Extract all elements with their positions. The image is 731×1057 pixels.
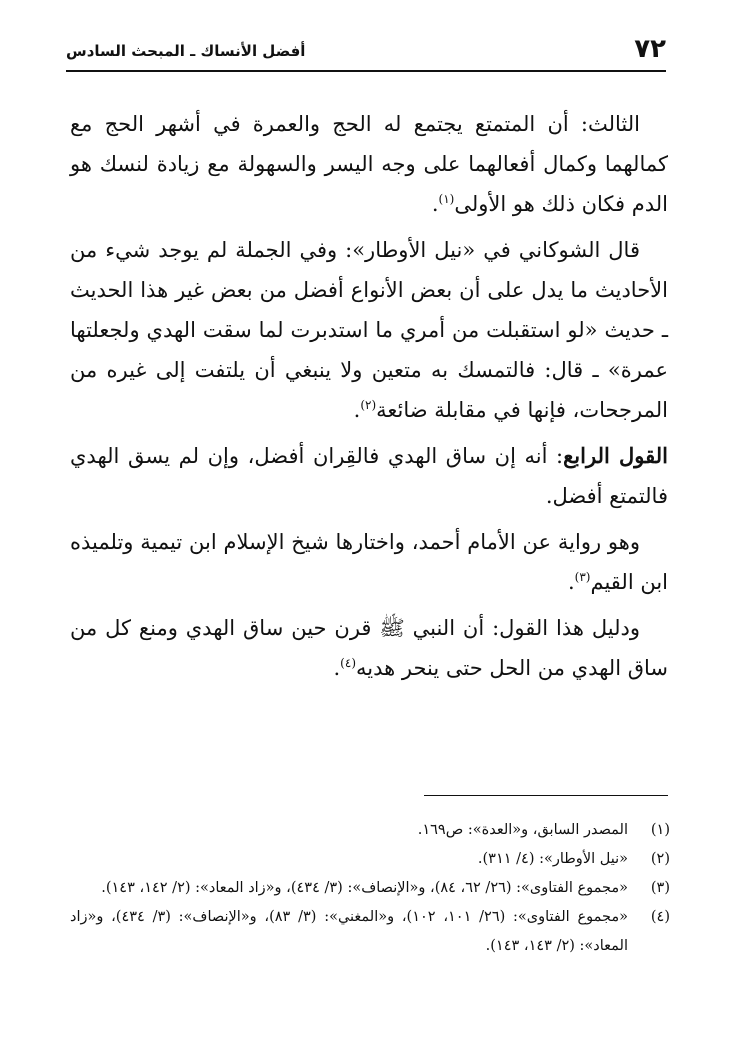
footnote-text: «مجموع الفتاوى»: (٢٦/ ١٠١، ١٠٢)، و«المغني»: (٣/ ٨٣)، و«الإنصاف»: (٣/ ٤٣٤)، و«زاد المعاد»: (٢/ ١٤٣، ١٤٣). xyxy=(70,909,628,954)
main-text xyxy=(70,104,668,694)
page-header xyxy=(66,30,666,72)
paragraph-end: . xyxy=(567,570,575,594)
paragraph-text: قال الشوكاني في «نيل الأوطار»: وفي الجملة لم يوجد شيء من الأحاديث ما يدل على أن بعض الأنواع أفضل من بعض غير هذا الحديث ـ حديث «لو استقبلت من أمري ما استدبرت لما سقت الهدي ولجعلتها عمرة» ـ قال: فالتمسك به متعين ولا ينبغي أن يلتفت إلى غيره من المرجحات، فإنها في مقابلة ضائعة xyxy=(70,238,668,422)
paragraph-narration xyxy=(70,522,668,602)
footnote-item xyxy=(70,845,670,874)
paragraph-evidence xyxy=(70,608,668,688)
paragraph-third-view xyxy=(70,104,668,224)
footnote-text: «مجموع الفتاوى»: (٢٦/ ٦٢، ٨٤)، و«الإنصاف»: (٣/ ٤٣٤)، و«زاد المعاد»: (٢/ ١٤٢، ١٤٣). xyxy=(101,880,628,896)
section-heading: القول الرابع xyxy=(563,443,668,468)
paragraph-end: . xyxy=(333,656,341,680)
paragraph-fourth-view xyxy=(70,436,668,516)
footnote-item xyxy=(70,816,670,845)
paragraph-end: . xyxy=(353,398,361,422)
footnote-ref: (٢) xyxy=(360,398,377,412)
paragraph-text: الثالث: أن المتمتع يجتمع له الحج والعمرة في أشهر الحج مع كمالهما وكمال أفعالهما على وجه اليسر والسهولة مع زيادة لنسك هو الدم فكان ذلك هو الأولى xyxy=(70,112,668,216)
paragraph-text: : أنه إن ساق الهدي فالقِران أفضل، وإن لم يسق الهدي فالتمتع أفضل. xyxy=(70,444,668,508)
page-number: ٧٢ xyxy=(634,34,666,64)
paragraph-shawkani-quote xyxy=(70,230,668,430)
footnote-item xyxy=(70,874,670,903)
footnote-ref: (٤) xyxy=(340,656,356,670)
footnote-number: (١) xyxy=(650,822,670,838)
footnote-text: المصدر السابق، و«العدة»: ص١٦٩. xyxy=(417,822,628,838)
footnote-ref: (٣) xyxy=(574,570,591,584)
running-title: أفضل الأنساك ـ المبحث السادس xyxy=(66,42,306,60)
paragraph-text: وهو رواية عن الأمام أحمد، واختارها شيخ الإسلام ابن تيمية وتلميذه ابن القيم xyxy=(70,530,668,594)
footnote-number: (٣) xyxy=(650,880,670,896)
footnote-number: (٢) xyxy=(650,851,670,867)
paragraph-text: ودليل هذا القول: أن النبي ﷺ قرن حين ساق الهدي ومنع كل من ساق الهدي من الحل حتى ينحر هديه xyxy=(70,616,668,680)
footnote-ref: (١) xyxy=(438,192,455,206)
footnotes xyxy=(70,816,670,961)
footnote-divider xyxy=(424,795,668,796)
footnote-item xyxy=(70,903,670,961)
footnote-text: «نيل الأوطار»: (٤/ ٣١١). xyxy=(477,851,628,867)
footnote-number: (٤) xyxy=(650,909,670,925)
paragraph-end: . xyxy=(431,192,439,216)
